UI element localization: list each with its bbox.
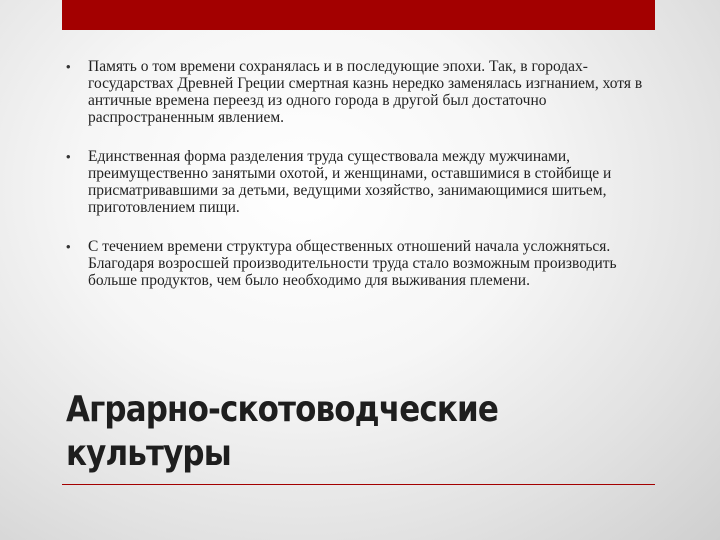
bullet-dot-icon: • (66, 149, 71, 164)
bullet-item (66, 238, 666, 289)
bullet-list (66, 58, 666, 311)
bullet-text: Память о том времени сохранялась и в последующие эпохи. Так, в городах-государствах Древней Греции смертная казнь нередко заменялась изгнанием, хотя в античные времена переезд из одного города в другой был достаточно распространенным явлением. (88, 58, 643, 126)
bullet-text: Единственная форма разделения труда существовала между мужчинами, преимущественно занятыми охотой, и женщинами, оставшимися в стойбище и присматривавшими за детьми, ведущими хозяйство, занимающимися шитьем, приготовлением пищи. (88, 148, 612, 216)
bullet-dot-icon: • (66, 59, 71, 74)
bullet-text: С течением времени структура общественных отношений начала усложняться. Благодаря возросшей производительности труда стало возможным производить больше продуктов, чем было необходимо для выживания племени. (88, 238, 617, 289)
bullet-item (66, 58, 666, 126)
slide-title-line: культуры (66, 433, 231, 474)
bullet-item (66, 148, 666, 216)
title-underline (62, 484, 655, 485)
top-accent-bar (62, 0, 655, 30)
slide-title-line: Аграрно-скотоводческие (66, 389, 498, 430)
slide-title (66, 388, 582, 476)
bullet-dot-icon: • (66, 239, 71, 254)
